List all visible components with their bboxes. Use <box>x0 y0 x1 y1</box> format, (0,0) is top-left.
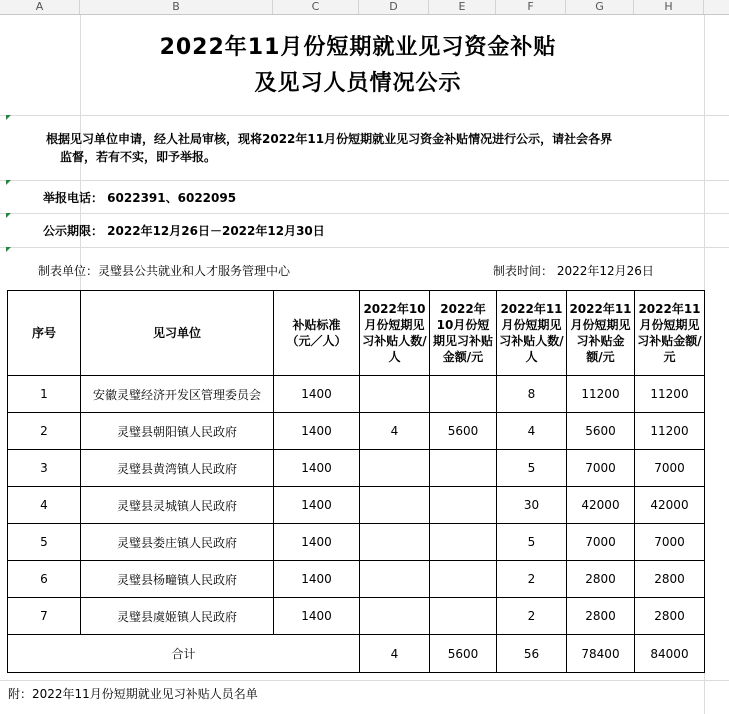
column-header-a[interactable]: A <box>0 0 80 14</box>
column-header-bar <box>0 0 729 15</box>
cell-nov-amount[interactable]: 7000 <box>567 524 635 561</box>
title-line-2: 及见习人员情况公示 <box>254 71 462 96</box>
page-title[interactable] <box>80 30 636 102</box>
column-header-g[interactable]: G <box>566 0 634 14</box>
comment-marker-icon <box>6 180 11 185</box>
gridline <box>0 180 729 181</box>
cell-oct-count[interactable]: 4 <box>360 413 430 450</box>
cell-oct-amount[interactable] <box>430 487 497 524</box>
cell-oct-count[interactable] <box>360 524 430 561</box>
cell-seq[interactable]: 6 <box>8 561 81 598</box>
table-row <box>8 561 705 598</box>
column-header-b[interactable]: B <box>80 0 273 14</box>
cell-unit[interactable]: 灵璧县娄庄镇人民政府 <box>81 524 274 561</box>
cell-nov-amount[interactable]: 5600 <box>567 413 635 450</box>
cell-total[interactable]: 42000 <box>635 487 705 524</box>
cell-standard[interactable]: 1400 <box>274 487 360 524</box>
column-header-d[interactable]: D <box>359 0 429 14</box>
cell-seq[interactable]: 2 <box>8 413 81 450</box>
cell-standard[interactable]: 1400 <box>274 598 360 635</box>
cell-total[interactable]: 7000 <box>635 524 705 561</box>
comment-marker-icon <box>6 213 11 218</box>
cell-oct-amount[interactable] <box>430 598 497 635</box>
table-header-row <box>8 291 705 376</box>
subsidy-table <box>7 290 705 673</box>
totals-nov-amount[interactable]: 78400 <box>567 635 635 673</box>
cell-nov-amount[interactable]: 2800 <box>567 598 635 635</box>
header-total-amount[interactable]: 2022年11月份短期见习补贴金额/元 <box>635 291 705 376</box>
cell-seq[interactable]: 5 <box>8 524 81 561</box>
header-seq[interactable]: 序号 <box>8 291 81 376</box>
totals-row <box>8 635 705 673</box>
cell-standard[interactable]: 1400 <box>274 450 360 487</box>
table-row <box>8 376 705 413</box>
cell-unit[interactable]: 灵璧县灵城镇人民政府 <box>81 487 274 524</box>
cell-oct-count[interactable] <box>360 487 430 524</box>
cell-nov-count[interactable]: 5 <box>497 450 567 487</box>
cell-oct-amount[interactable] <box>430 524 497 561</box>
cell-oct-amount[interactable]: 5600 <box>430 413 497 450</box>
table-row <box>8 413 705 450</box>
cell-total[interactable]: 11200 <box>635 376 705 413</box>
cell-standard[interactable]: 1400 <box>274 376 360 413</box>
cell-oct-amount[interactable] <box>430 376 497 413</box>
comment-marker-icon <box>6 115 11 120</box>
cell-nov-count[interactable]: 2 <box>497 561 567 598</box>
cell-oct-count[interactable] <box>360 598 430 635</box>
cell-seq[interactable]: 7 <box>8 598 81 635</box>
gridline <box>0 247 729 248</box>
footnote[interactable]: 附：2022年11月份短期就业见习补贴人员名单 <box>8 687 258 701</box>
cell-seq[interactable]: 1 <box>8 376 81 413</box>
totals-oct-amount[interactable]: 5600 <box>430 635 497 673</box>
cell-nov-amount[interactable]: 7000 <box>567 450 635 487</box>
gridline <box>0 213 729 214</box>
header-unit[interactable]: 见习单位 <box>81 291 274 376</box>
header-oct-amount[interactable]: 2022年10月份短期见习补贴金额/元 <box>430 291 497 376</box>
cell-nov-count[interactable]: 30 <box>497 487 567 524</box>
table-row <box>8 598 705 635</box>
cell-oct-amount[interactable] <box>430 450 497 487</box>
header-standard[interactable]: 补贴标准（元／人） <box>274 291 360 376</box>
cell-nov-amount[interactable]: 2800 <box>567 561 635 598</box>
cell-unit[interactable]: 灵璧县黄湾镇人民政府 <box>81 450 274 487</box>
header-nov-count[interactable]: 2022年11月份短期见习补贴人数/人 <box>497 291 567 376</box>
cell-oct-count[interactable] <box>360 376 430 413</box>
cell-unit[interactable]: 灵璧县虞姬镇人民政府 <box>81 598 274 635</box>
cell-oct-count[interactable] <box>360 561 430 598</box>
maker-unit[interactable]: 制表单位：灵璧县公共就业和人才服务管理中心 <box>38 264 291 278</box>
column-header-c[interactable]: C <box>273 0 359 14</box>
title-line-1: 2022年11月份短期就业见习资金补贴 <box>159 35 557 60</box>
table-row <box>8 450 705 487</box>
table-row <box>8 524 705 561</box>
publicity-period[interactable]: 公示期限： 2022年12月26日－2022年12月30日 <box>43 224 325 238</box>
make-time[interactable]: 制表时间： 2022年12月26日 <box>493 264 654 278</box>
cell-seq[interactable]: 4 <box>8 487 81 524</box>
intro-line-1: 根据见习单位申请，经人社局审核，现将2022年11月份短期就业见习资金补贴情况进行公示，请社会各界 <box>46 132 613 146</box>
cell-nov-count[interactable]: 2 <box>497 598 567 635</box>
totals-total[interactable]: 84000 <box>635 635 705 673</box>
column-header-f[interactable]: F <box>496 0 566 14</box>
cell-total[interactable]: 2800 <box>635 561 705 598</box>
table-row <box>8 487 705 524</box>
totals-nov-count[interactable]: 56 <box>497 635 567 673</box>
intro-line-2: 监督，若有不实，即予举报。 <box>60 150 217 164</box>
gridline <box>0 680 729 681</box>
cell-total[interactable]: 2800 <box>635 598 705 635</box>
cell-standard[interactable]: 1400 <box>274 561 360 598</box>
column-header-i[interactable] <box>704 0 729 14</box>
intro-paragraph[interactable] <box>46 130 706 166</box>
comment-marker-icon <box>6 247 11 252</box>
column-header-e[interactable]: E <box>429 0 496 14</box>
cell-nov-count[interactable]: 8 <box>497 376 567 413</box>
cell-standard[interactable]: 1400 <box>274 524 360 561</box>
cell-unit[interactable]: 灵璧县朝阳镇人民政府 <box>81 413 274 450</box>
column-header-h[interactable]: H <box>634 0 704 14</box>
totals-label[interactable]: 合计 <box>8 635 360 673</box>
cell-total[interactable]: 7000 <box>635 450 705 487</box>
cell-unit[interactable]: 灵璧县杨疃镇人民政府 <box>81 561 274 598</box>
cell-nov-amount[interactable]: 42000 <box>567 487 635 524</box>
totals-oct-count[interactable]: 4 <box>360 635 430 673</box>
cell-nov-amount[interactable]: 11200 <box>567 376 635 413</box>
cell-oct-count[interactable] <box>360 450 430 487</box>
cell-unit[interactable]: 安徽灵璧经济开发区管理委员会 <box>81 376 274 413</box>
header-nov-amount[interactable]: 2022年11月份短期见习补贴金额/元 <box>567 291 635 376</box>
cell-nov-count[interactable]: 4 <box>497 413 567 450</box>
report-phone[interactable]: 举报电话： 6022391、6022095 <box>43 191 237 205</box>
cell-seq[interactable]: 3 <box>8 450 81 487</box>
cell-oct-amount[interactable] <box>430 561 497 598</box>
cell-nov-count[interactable]: 5 <box>497 524 567 561</box>
cell-standard[interactable]: 1400 <box>274 413 360 450</box>
gridline <box>0 115 729 116</box>
cell-total[interactable]: 11200 <box>635 413 705 450</box>
header-oct-count[interactable]: 2022年10月份短期见习补贴人数/人 <box>360 291 430 376</box>
